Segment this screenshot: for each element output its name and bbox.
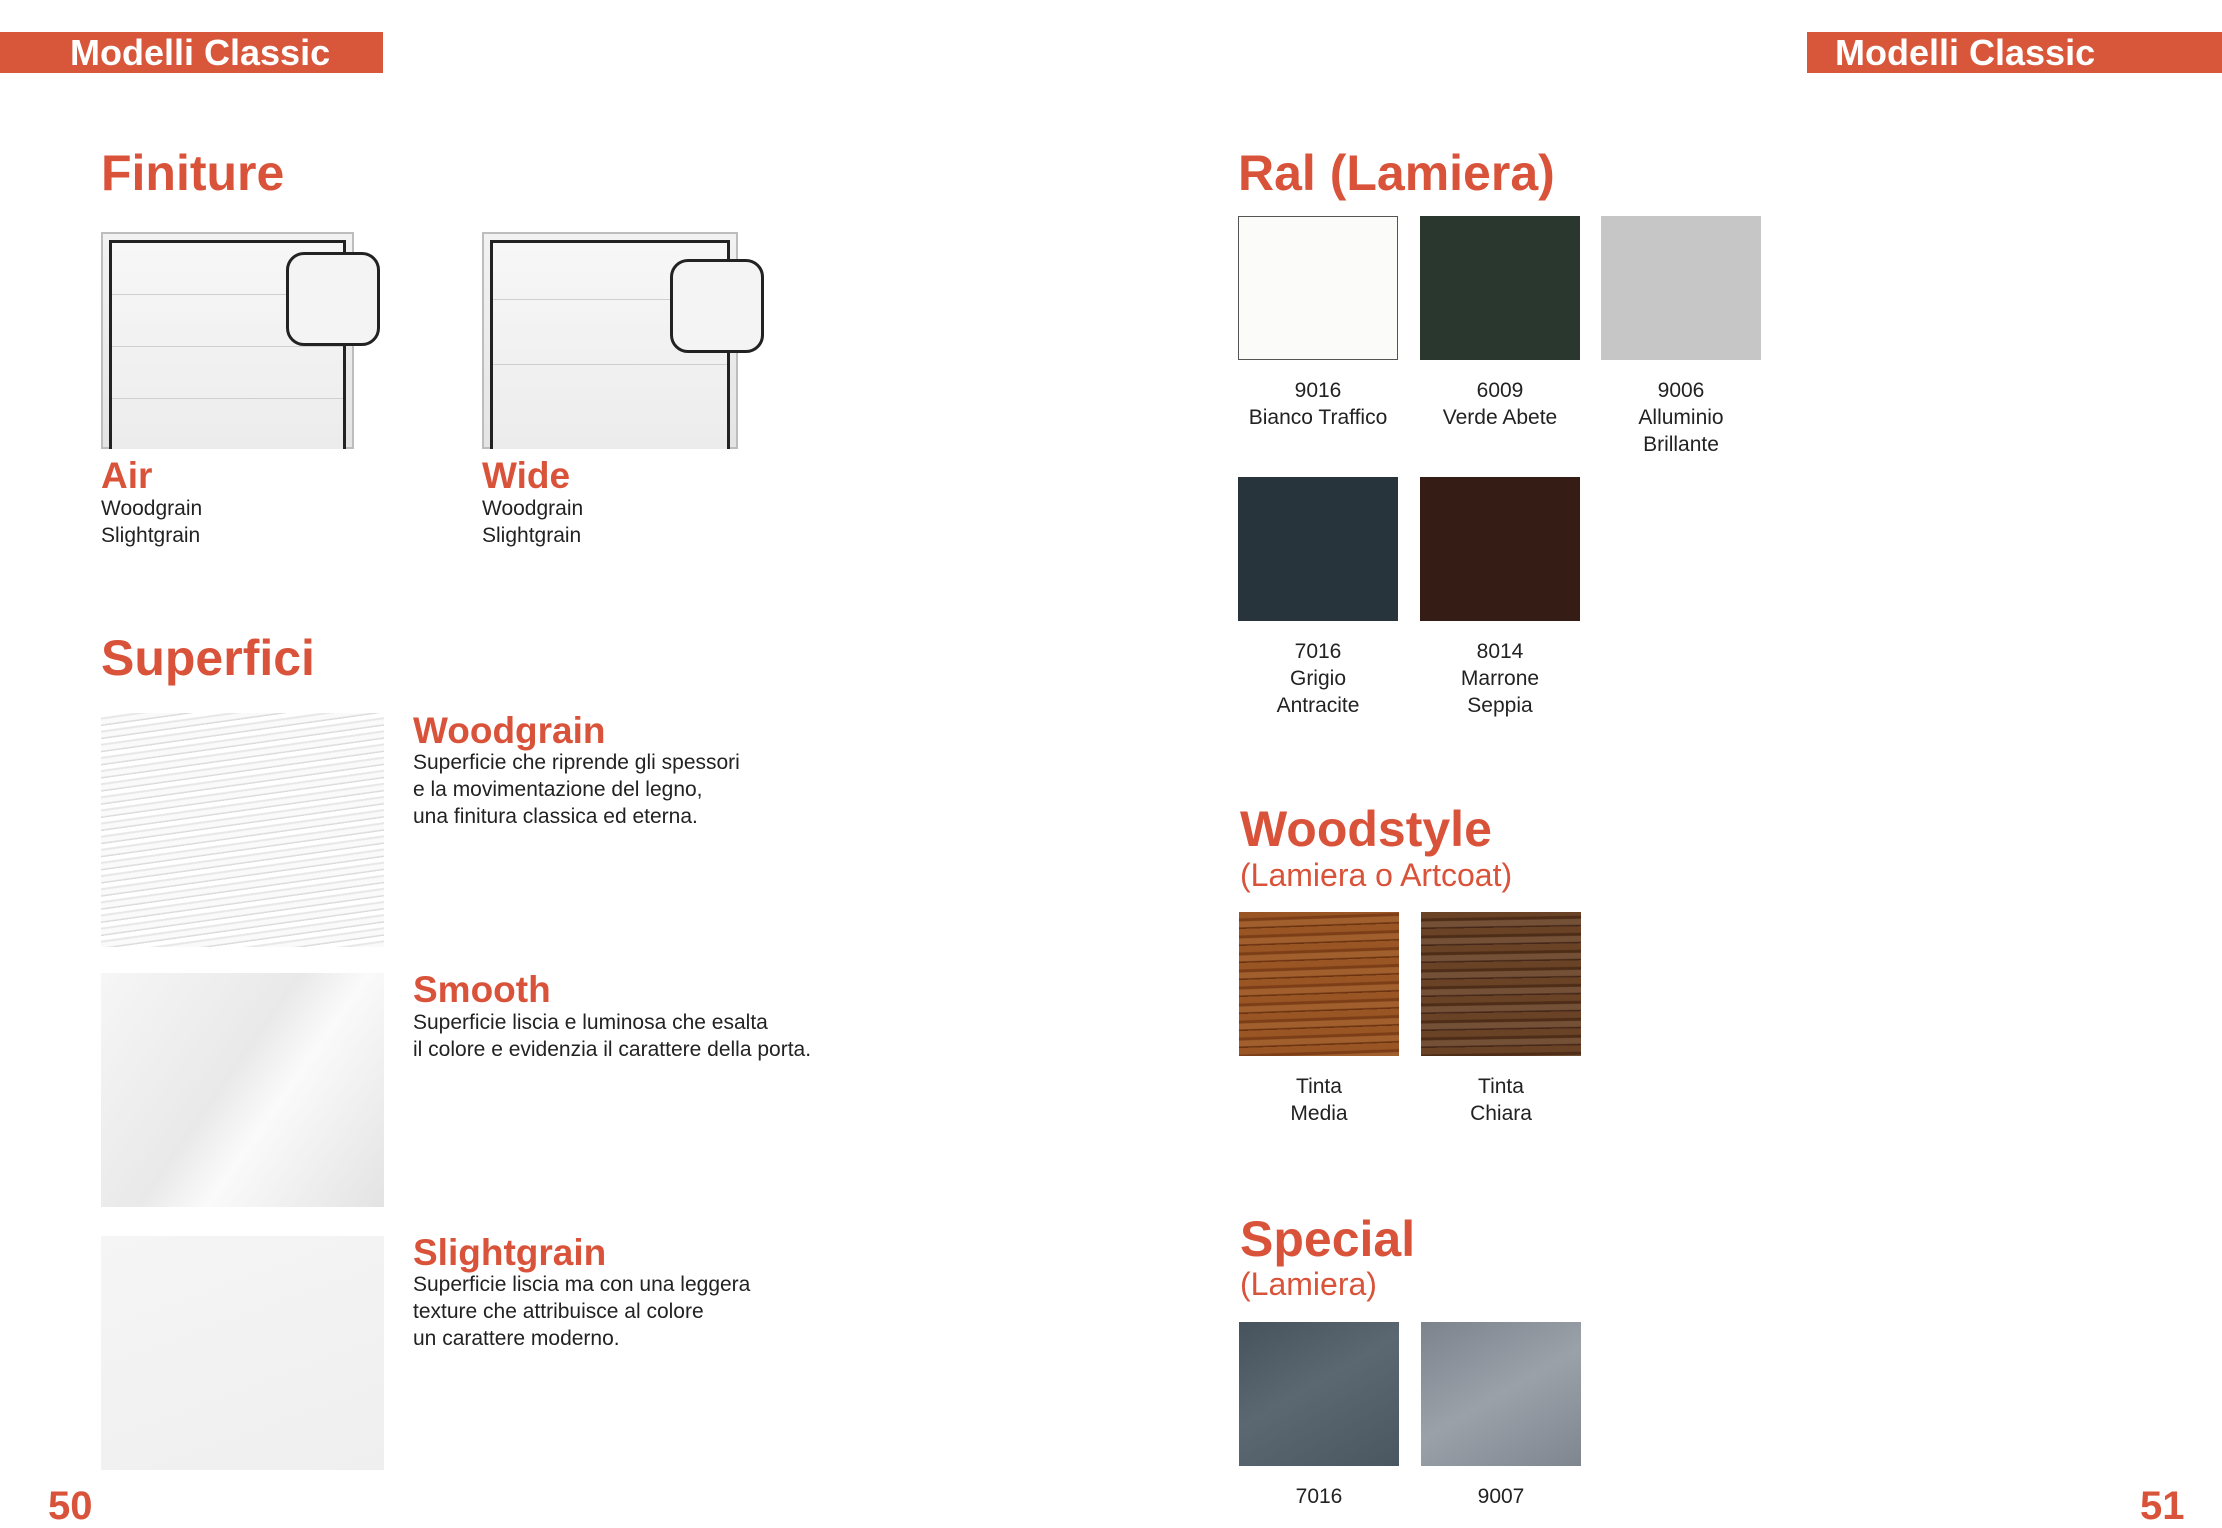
ral-caption-9006: 9006 Alluminio Brillante — [1638, 379, 1724, 456]
woodstyle-subtitle: (Lamiera o Artcoat) — [1240, 857, 1513, 893]
special-title: Special — [1240, 1211, 1416, 1267]
superficie-slightgrain-line-2: texture che attribuisce al colore — [413, 1300, 704, 1323]
ral-caption-6009: 6009 Verde Abete — [1442, 379, 1558, 429]
woodstyle-caption-media: Tinta Media — [1290, 1075, 1348, 1125]
air-detail-magnifier — [286, 252, 380, 346]
finitura-wide-line-1: Woodgrain — [482, 497, 584, 520]
header-tab-right: Modelli Classic — [1807, 32, 2222, 73]
ral-caption-8014: 8014 Marrone Seppia — [1460, 640, 1540, 717]
finitura-air-line-1: Woodgrain — [101, 497, 203, 520]
finitura-wide-line-2: Slightgrain — [482, 524, 582, 547]
special-subtitle: (Lamiera) — [1240, 1266, 1377, 1302]
superficie-woodgrain-line-2: e la movimentazione del legno, — [413, 778, 703, 801]
ral-title: Ral (Lamiera) — [1238, 145, 1555, 201]
superfici-title: Superfici — [101, 630, 315, 686]
ral-caption-7016: 7016 Grigio Antracite — [1276, 640, 1360, 717]
ral-swatch-8014 — [1420, 477, 1580, 621]
superficie-woodgrain-line-1: Superficie che riprende gli spessori — [413, 751, 740, 774]
superficie-slightgrain-line-3: un carattere moderno. — [413, 1327, 620, 1350]
header-tab-left: Modelli Classic — [0, 32, 383, 73]
woodstyle-swatch-tinta-media — [1239, 912, 1399, 1056]
ral-swatch-6009 — [1420, 216, 1580, 360]
ral-swatch-9006 — [1601, 216, 1761, 360]
woodstyle-swatch-tinta-chiara — [1421, 912, 1581, 1056]
superficie-smooth-name: Smooth — [413, 969, 551, 1010]
special-swatch-7016 — [1239, 1322, 1399, 1466]
woodstyle-caption-chiara: Tinta Chiara — [1470, 1075, 1532, 1125]
woodgrain-texture-image — [101, 713, 384, 947]
page-number-left: 50 — [48, 1484, 93, 1528]
page-number-right: 51 — [2140, 1484, 2185, 1528]
finitura-air-name: Air — [101, 455, 153, 496]
finitura-wide-name: Wide — [482, 455, 571, 496]
finitura-air-line-2: Slightgrain — [101, 524, 201, 547]
special-caption-7016: 7016 — [1295, 1485, 1343, 1508]
superficie-smooth-line-2: il colore e evidenzia il carattere della porta. — [413, 1038, 812, 1061]
special-swatch-9007 — [1421, 1322, 1581, 1466]
superficie-smooth-line-1: Superficie liscia e luminosa che esalta — [413, 1011, 768, 1034]
slightgrain-texture-image — [101, 1236, 384, 1470]
special-caption-9007: 9007 — [1477, 1485, 1525, 1508]
ral-swatch-7016 — [1238, 477, 1398, 621]
wide-detail-magnifier — [670, 259, 764, 353]
ral-swatch-9016 — [1238, 216, 1398, 360]
superficie-slightgrain-name: Slightgrain — [413, 1232, 607, 1273]
woodstyle-title: Woodstyle — [1240, 801, 1492, 857]
ral-caption-9016: 9016 Bianco Traffico — [1248, 379, 1388, 429]
superficie-slightgrain-line-1: Superficie liscia ma con una leggera — [413, 1273, 751, 1296]
finiture-title: Finiture — [101, 145, 285, 201]
superficie-woodgrain-name: Woodgrain — [413, 710, 606, 751]
smooth-texture-image — [101, 973, 384, 1207]
superficie-woodgrain-line-3: una finitura classica ed eterna. — [413, 805, 698, 828]
